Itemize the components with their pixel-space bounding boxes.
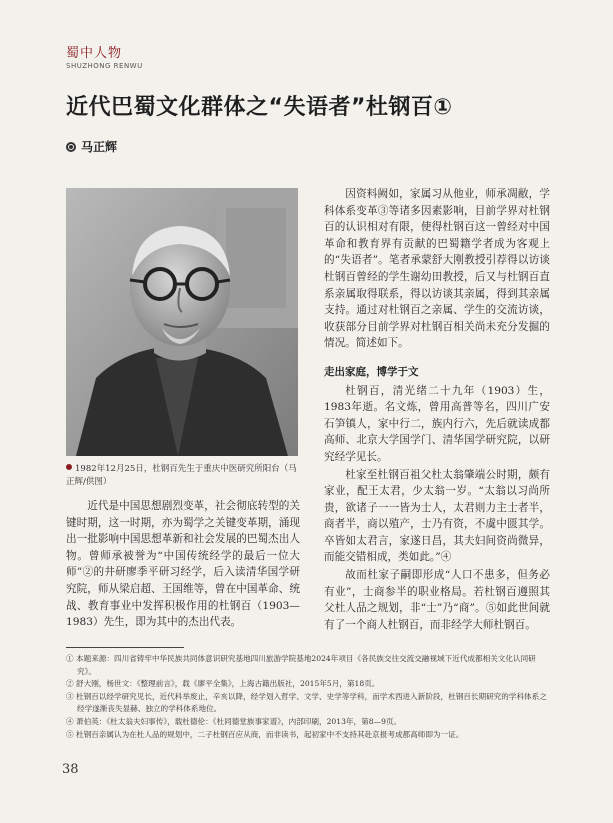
footnote: ④ 萧伯英：《杜太翁夫妇事传》，载杜德伦：《杜同德堂族事家谱》，内部印刷，2013年，第8—9页。 [66,716,402,726]
paragraph: 故而杜家子嗣即形成“人口不患多，但务必有业”，士商参半的职业格局。若杜钢百遵照其父杜人品之规划，非“士”乃“商”。⑤如此世间就有了一个商人杜钢百，而非经学大师杜钢百。 [324,569,550,631]
photo-caption [66,463,298,489]
section-name-en: SHUZHONG RENWU [66,62,143,70]
footnote: ⑤ 杜钢百亲属认为在杜人品的规划中，二子杜钢百应从商，而非读书，起初家中不支持其赴京报考成都高师即为一证。 [66,729,464,739]
author-line [66,138,117,155]
portrait-photo [66,188,298,456]
article-title: 近代巴蜀文化群体之“失语者”杜钢百① [66,95,453,120]
intro-paragraph: 因资料阙如，家属习从他业，师承凋敝，学科体系变革③等诸多因素影响，目前学界对杜钢百的认识相对有限，使得杜钢百这一曾经对中国革命和教育界有贡献的巴蜀籍学者成为客观上的“失语者”。笔者承蒙舒大刚教授引荐得以访谈杜钢百曾经的学生谢幼田教授，后又与杜钢百直系亲属取得联系，得以访谈其亲属，得到其亲属支持。通过对杜钢百之亲属、学生的交流访谈，收获部分目前学界对杜钢百相关尚未充分发掘的情况。简述如下。 [324,188,550,350]
footnote: ③ 杜钢百以经学研究见长，近代科举废止，辛亥以降，经学划入哲学、文学、史学等学科，而学术西进入新阶段，杜钢百长期研究的学科体系之经学遂渐丧失显赫、独立的学科体系地位。 [66,691,547,714]
left-column [66,498,300,632]
footnote: ① 本题来源：四川省铸牢中华民族共同体意识研究基地四川旅游学院基地2024年项目《各民族交往交流交融视域下近代成都相关文化认同研究》。 [66,654,536,676]
caption-text: 1982年12月25日，杜钢百先生于重庆中医研究所阳台（马正辉/供图） [66,464,297,487]
footnote: ② 舒大刚，杨世文：《整理前言》，载《廖平全集》，上海古籍出版社，2015年5月，第18页。 [66,679,380,689]
right-column [324,186,550,634]
section-name-zh: 蜀中人物 [66,46,123,61]
author-bullet-icon [66,142,76,152]
footnote-divider [66,647,184,648]
subheading: 走出家庭，博学于文 [324,365,419,378]
page-number: 38 [62,762,79,777]
paragraph: 杜家至杜钢百祖父杜太翁肇端公时期，颇有家业，配王太君，少太翁一岁。“太翁以习尚所贵，欲诸子一一皆为士人，太君则力主士者半，商者半，商以殖产，士乃有资，不虞中匮其学。卒皆如太君言，家遂日昌，其夫妇间资尚微异，而能交错相成，类如此。”④ [324,468,550,564]
caption-bullet-icon [66,464,72,470]
author-name: 马正辉 [81,140,118,154]
paragraph: 近代是中国思想剧烈变革，社会彻底转型的关键时期，这一时期，亦为蜀学之关键变革期，涌现出一批影响中国思想革新和社会发展的巴蜀杰出人物。曾师承被誉为“中国传统经学的最后一位大师”②的井研廖季平研习经学，后入读清华国学研究院，师从梁启超、王国维等，曾在中国革命、统战、教育事业中发挥积极作用的杜钢百（1903—1983）先生，即为其中的杰出代表。 [66,500,300,629]
portrait-illustration [66,188,298,456]
footnotes [66,653,552,741]
section-tag [66,42,143,70]
paragraph: 杜钢百，清光绪二十九年（1903）生，1983年逝。名文炼，曾用高普等名，四川广安石笋镇人，家中行二，族内行六，先后就读成都高师、北京大学国学门、清华国学研究院，以研究经学见长。 [324,384,550,463]
